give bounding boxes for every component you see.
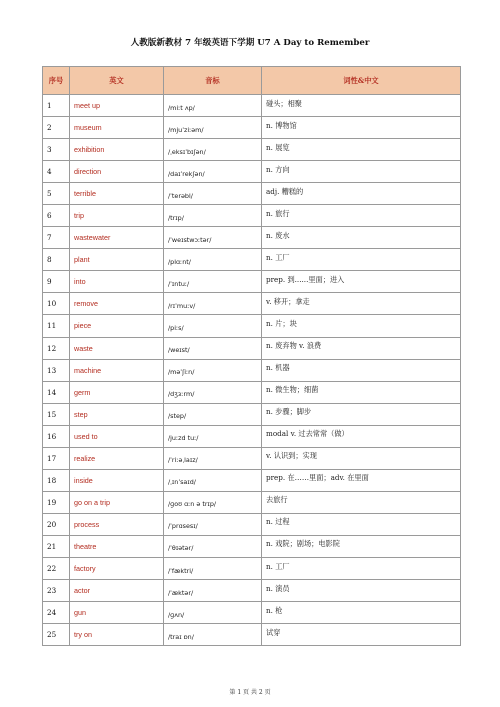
meaning-cell bbox=[262, 117, 461, 139]
row-number: 11 bbox=[43, 315, 70, 337]
meaning-cell bbox=[262, 359, 461, 381]
english-word: direction bbox=[70, 161, 164, 183]
chinese-meaning: n. 枪 bbox=[266, 605, 283, 615]
english-word: museum bbox=[70, 117, 164, 139]
table-row bbox=[43, 161, 461, 183]
table-row bbox=[43, 557, 461, 579]
phonetic: /ˈθɪətər/ bbox=[168, 544, 194, 553]
english-word: germ bbox=[70, 381, 164, 403]
table-row bbox=[43, 139, 461, 161]
phonetic: /juːzd tuː/ bbox=[168, 434, 199, 443]
phonetic-cell bbox=[164, 227, 262, 249]
phonetic-cell bbox=[164, 315, 262, 337]
phonetic: /mjuˈziːəm/ bbox=[168, 125, 204, 134]
meaning-cell bbox=[262, 602, 461, 624]
row-number: 4 bbox=[43, 161, 70, 183]
english-word: realize bbox=[70, 447, 164, 469]
english-word: piece bbox=[70, 315, 164, 337]
row-number: 21 bbox=[43, 535, 70, 557]
phonetic-cell bbox=[164, 293, 262, 315]
chinese-meaning: 去旅行 bbox=[266, 495, 288, 505]
phonetic-cell bbox=[164, 381, 262, 403]
row-number: 3 bbox=[43, 139, 70, 161]
phonetic-cell bbox=[164, 117, 262, 139]
row-number: 23 bbox=[43, 580, 70, 602]
row-number: 16 bbox=[43, 425, 70, 447]
table-row bbox=[43, 117, 461, 139]
meaning-cell bbox=[262, 183, 461, 205]
phonetic-cell bbox=[164, 557, 262, 579]
meaning-cell bbox=[262, 425, 461, 447]
phonetic: /dʒɜːrm/ bbox=[168, 390, 195, 399]
english-word: machine bbox=[70, 359, 164, 381]
row-number: 13 bbox=[43, 359, 70, 381]
chinese-meaning: 碰头；相聚 bbox=[266, 98, 302, 108]
phonetic: /daɪˈrekʃən/ bbox=[168, 169, 205, 178]
meaning-cell bbox=[262, 337, 461, 359]
meaning-cell bbox=[262, 227, 461, 249]
table-row bbox=[43, 183, 461, 205]
phonetic: /piːs/ bbox=[168, 323, 184, 332]
row-number: 2 bbox=[43, 117, 70, 139]
phonetic-cell bbox=[164, 95, 262, 117]
table-row bbox=[43, 535, 461, 557]
english-word: try on bbox=[70, 624, 164, 646]
table-row bbox=[43, 205, 461, 227]
english-word: waste bbox=[70, 337, 164, 359]
english-word: terrible bbox=[70, 183, 164, 205]
table-row bbox=[43, 359, 461, 381]
chinese-meaning: adj. 糟糕的 bbox=[266, 186, 304, 196]
phonetic-cell bbox=[164, 425, 262, 447]
phonetic: /ˌeksɪˈbɪʃən/ bbox=[168, 147, 206, 156]
table-row bbox=[43, 381, 461, 403]
row-number: 14 bbox=[43, 381, 70, 403]
phonetic: /step/ bbox=[168, 412, 187, 421]
phonetic-cell bbox=[164, 513, 262, 535]
chinese-meaning: modal v. 过去常常（做） bbox=[266, 429, 349, 439]
meaning-cell bbox=[262, 447, 461, 469]
phonetic-cell bbox=[164, 337, 262, 359]
chinese-meaning: n. 旅行 bbox=[266, 208, 290, 218]
chinese-meaning: n. 废弃物 v. 浪费 bbox=[266, 341, 322, 351]
chinese-meaning: n. 微生物；细菌 bbox=[266, 385, 319, 395]
chinese-meaning: n. 博物馆 bbox=[266, 120, 297, 130]
meaning-cell bbox=[262, 293, 461, 315]
phonetic: /ˈweɪstwɔːtər/ bbox=[168, 235, 212, 244]
phonetic-cell bbox=[164, 535, 262, 557]
table-row bbox=[43, 271, 461, 293]
table-row bbox=[43, 337, 461, 359]
chinese-meaning: n. 废水 bbox=[266, 230, 290, 240]
phonetic-cell bbox=[164, 602, 262, 624]
english-word: actor bbox=[70, 580, 164, 602]
row-number: 5 bbox=[43, 183, 70, 205]
phonetic-cell bbox=[164, 183, 262, 205]
chinese-meaning: n. 机器 bbox=[266, 363, 290, 373]
meaning-cell bbox=[262, 161, 461, 183]
chinese-meaning: n. 戏院；剧场；电影院 bbox=[266, 539, 340, 549]
phonetic: /trɪp/ bbox=[168, 213, 184, 222]
header-word: 英文 bbox=[70, 67, 164, 95]
phonetic: /traɪ ɒn/ bbox=[168, 632, 194, 641]
table-header-row bbox=[43, 67, 461, 95]
phonetic: /ˌɪnˈsaɪd/ bbox=[168, 478, 196, 487]
row-number: 15 bbox=[43, 403, 70, 425]
row-number: 7 bbox=[43, 227, 70, 249]
meaning-cell bbox=[262, 95, 461, 117]
table-row bbox=[43, 403, 461, 425]
phonetic-cell bbox=[164, 469, 262, 491]
table-row bbox=[43, 425, 461, 447]
phonetic: /ˈterəbl/ bbox=[168, 191, 193, 200]
meaning-cell bbox=[262, 624, 461, 646]
phonetic-cell bbox=[164, 624, 262, 646]
chinese-meaning: n. 展览 bbox=[266, 142, 290, 152]
phonetic-cell bbox=[164, 403, 262, 425]
phonetic-cell bbox=[164, 447, 262, 469]
table-row bbox=[43, 513, 461, 535]
english-word: process bbox=[70, 513, 164, 535]
phonetic: /plɑːnt/ bbox=[168, 257, 191, 266]
meaning-cell bbox=[262, 139, 461, 161]
row-number: 10 bbox=[43, 293, 70, 315]
chinese-meaning: n. 步骤；脚步 bbox=[266, 407, 312, 417]
english-word: meet up bbox=[70, 95, 164, 117]
header-num: 序号 bbox=[43, 67, 70, 95]
english-word: plant bbox=[70, 249, 164, 271]
chinese-meaning: prep. 到......里面；进入 bbox=[266, 274, 345, 284]
chinese-meaning: 试穿 bbox=[266, 627, 281, 637]
row-number: 20 bbox=[43, 513, 70, 535]
table-row bbox=[43, 469, 461, 491]
chinese-meaning: n. 工厂 bbox=[266, 252, 290, 262]
row-number: 22 bbox=[43, 557, 70, 579]
english-word: trip bbox=[70, 205, 164, 227]
row-number: 1 bbox=[43, 95, 70, 117]
table-row bbox=[43, 293, 461, 315]
phonetic: /ˈprɑsesɪ/ bbox=[168, 522, 198, 531]
table-row bbox=[43, 227, 461, 249]
phonetic: /miːt ʌp/ bbox=[168, 103, 195, 112]
page-footer: 第 1 页 共 2 页 bbox=[229, 689, 271, 696]
chinese-meaning: n. 片；块 bbox=[266, 318, 297, 328]
phonetic: /weɪst/ bbox=[168, 346, 190, 355]
english-word: into bbox=[70, 271, 164, 293]
table-row bbox=[43, 315, 461, 337]
table-row bbox=[43, 447, 461, 469]
chinese-meaning: n. 过程 bbox=[266, 517, 290, 527]
english-word: go on a trip bbox=[70, 491, 164, 513]
row-number: 8 bbox=[43, 249, 70, 271]
phonetic-cell bbox=[164, 161, 262, 183]
chinese-meaning: prep. 在……里面；adv. 在里面 bbox=[266, 473, 369, 483]
meaning-cell bbox=[262, 403, 461, 425]
table-row bbox=[43, 249, 461, 271]
chinese-meaning: v. 移开；拿走 bbox=[266, 296, 310, 306]
meaning-cell bbox=[262, 315, 461, 337]
meaning-cell bbox=[262, 271, 461, 293]
header-meaning: 词性&中文 bbox=[262, 67, 461, 95]
header-ipa: 音标 bbox=[164, 67, 262, 95]
table-row bbox=[43, 491, 461, 513]
meaning-cell bbox=[262, 205, 461, 227]
meaning-cell bbox=[262, 469, 461, 491]
vocabulary-table bbox=[42, 66, 461, 646]
row-number: 6 bbox=[43, 205, 70, 227]
english-word: used to bbox=[70, 425, 164, 447]
phonetic: /rɪˈmuːv/ bbox=[168, 301, 196, 310]
chinese-meaning: n. 演员 bbox=[266, 583, 290, 593]
row-number: 9 bbox=[43, 271, 70, 293]
meaning-cell bbox=[262, 580, 461, 602]
english-word: theatre bbox=[70, 535, 164, 557]
phonetic-cell bbox=[164, 359, 262, 381]
page-title: 人教版新教材 7 年级英语下学期 U7 A Day to Remember bbox=[130, 38, 370, 48]
phonetic-cell bbox=[164, 249, 262, 271]
table-row bbox=[43, 580, 461, 602]
row-number: 18 bbox=[43, 469, 70, 491]
english-word: factory bbox=[70, 557, 164, 579]
phonetic-cell bbox=[164, 205, 262, 227]
meaning-cell bbox=[262, 491, 461, 513]
phonetic-cell bbox=[164, 271, 262, 293]
phonetic: /ɡoʊ ɑːn ə trɪp/ bbox=[168, 500, 217, 509]
meaning-cell bbox=[262, 557, 461, 579]
meaning-cell bbox=[262, 535, 461, 557]
english-word: wastewater bbox=[70, 227, 164, 249]
row-number: 17 bbox=[43, 447, 70, 469]
english-word: exhibition bbox=[70, 139, 164, 161]
row-number: 12 bbox=[43, 337, 70, 359]
chinese-meaning: v. 认识到；实现 bbox=[266, 451, 317, 461]
phonetic: /ˈfæktri/ bbox=[168, 566, 194, 575]
phonetic: /ɡʌn/ bbox=[168, 610, 185, 619]
chinese-meaning: n. 方向 bbox=[266, 164, 290, 174]
english-word: inside bbox=[70, 469, 164, 491]
row-number: 19 bbox=[43, 491, 70, 513]
table-row bbox=[43, 95, 461, 117]
table-row bbox=[43, 624, 461, 646]
meaning-cell bbox=[262, 513, 461, 535]
phonetic-cell bbox=[164, 139, 262, 161]
meaning-cell bbox=[262, 249, 461, 271]
english-word: remove bbox=[70, 293, 164, 315]
phonetic: /ˈriːəˌlaɪz/ bbox=[168, 456, 198, 465]
row-number: 24 bbox=[43, 602, 70, 624]
meaning-cell bbox=[262, 381, 461, 403]
phonetic: /ˈæktər/ bbox=[168, 588, 194, 597]
phonetic: /ˈɪntuː/ bbox=[168, 279, 190, 288]
row-number: 25 bbox=[43, 624, 70, 646]
phonetic: /məˈʃiːn/ bbox=[168, 368, 195, 377]
table-row bbox=[43, 602, 461, 624]
phonetic-cell bbox=[164, 491, 262, 513]
english-word: step bbox=[70, 403, 164, 425]
english-word: gun bbox=[70, 602, 164, 624]
chinese-meaning: n. 工厂 bbox=[266, 561, 290, 571]
phonetic-cell bbox=[164, 580, 262, 602]
